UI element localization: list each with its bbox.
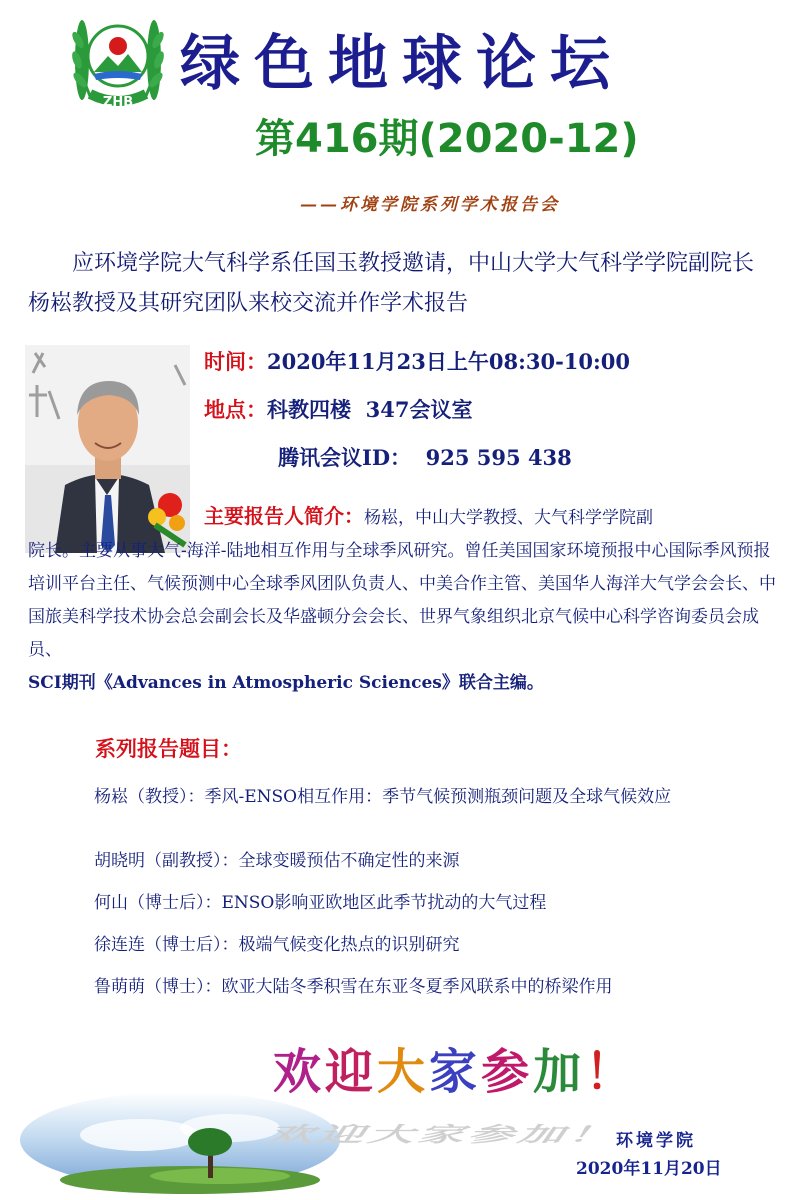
time-row xyxy=(204,346,630,376)
topic-item: 鲁萌萌（博士）：欧亚大陆冬季积雪在东亚冬夏季风联系中的桥梁作用 xyxy=(94,977,613,997)
meeting-id xyxy=(278,442,572,472)
speaker-photo xyxy=(25,345,190,553)
logo-text: ZHB xyxy=(102,95,134,110)
organizer: 环境学院 xyxy=(616,1131,696,1151)
welcome-message xyxy=(273,1033,637,1102)
bio-journal: SCI期刊《Advances in Atmospheric Sciences》联合主编。 xyxy=(28,673,544,693)
welcome-shadow: 欢迎大家参加！ xyxy=(262,1122,630,1147)
forum-logo-icon xyxy=(72,10,164,110)
welcome-char: 大 xyxy=(377,1044,430,1100)
welcome-char: 加 xyxy=(533,1044,586,1100)
place-row xyxy=(204,394,472,424)
bio-lead: 杨崧，中山大学教授、大气科学学院副 xyxy=(364,508,653,528)
welcome-char: 迎 xyxy=(325,1044,378,1100)
welcome-char: 参 xyxy=(481,1044,534,1100)
series-subtitle: ——环境学院系列学术报告会 xyxy=(300,195,560,215)
topics-title: 系列报告题目： xyxy=(95,736,242,761)
meeting-id-value: 腾讯会议ID： 925 595 438 xyxy=(278,445,572,470)
time-value: 2020年11月23日上午08:30-10:00 xyxy=(267,349,631,374)
bio-label: 主要报告人简介： xyxy=(204,504,364,528)
issue-number: 第416期(2020-12) xyxy=(255,116,639,162)
bio-body xyxy=(28,535,778,700)
topic-item: 何山（博士后）：ENSO影响亚欧地区此季节扰动的大气过程 xyxy=(94,893,547,913)
bio-text: 院长。主要从事大气-海洋-陆地相互作用与全球季风研究。曾任美国国家环境预报中心国际季风预报 培训平台主任、气候预测中心全球季风团队负责人、中美合作主管、美国华人海洋大气学会会长、中国旅美科学技术协会总会副会长及华盛顿分会会长、世界气象组织北京气候中心科学咨询委员会成员、 xyxy=(28,541,776,660)
issue-date: 2020年11月20日 xyxy=(576,1159,722,1179)
intro-paragraph: 应环境学院大气科学系任国玉教授邀请，中山大学大气科学学院副院长杨崧教授及其研究团队来校交流并作学术报告 xyxy=(28,251,755,316)
topic-item: 杨崧（教授）：季风-ENSO相互作用：季节气候预测瓶颈问题及全球气候效应 xyxy=(94,787,672,807)
place-value: 科教四楼 347会议室 xyxy=(267,397,473,422)
welcome-char: 家 xyxy=(429,1044,482,1100)
place-label: 地点： xyxy=(204,397,267,422)
time-label: 时间： xyxy=(204,349,267,374)
forum-title: 绿色地球论坛 xyxy=(180,29,624,99)
topic-item: 胡晓明（副教授）：全球变暖预估不确定性的来源 xyxy=(94,851,460,871)
welcome-char: 欢 xyxy=(273,1044,326,1100)
welcome-char: ！ xyxy=(585,1044,638,1100)
topic-item: 徐连连（博士后）：极端气候变化热点的识别研究 xyxy=(94,935,460,955)
bio-heading-line xyxy=(204,497,764,537)
